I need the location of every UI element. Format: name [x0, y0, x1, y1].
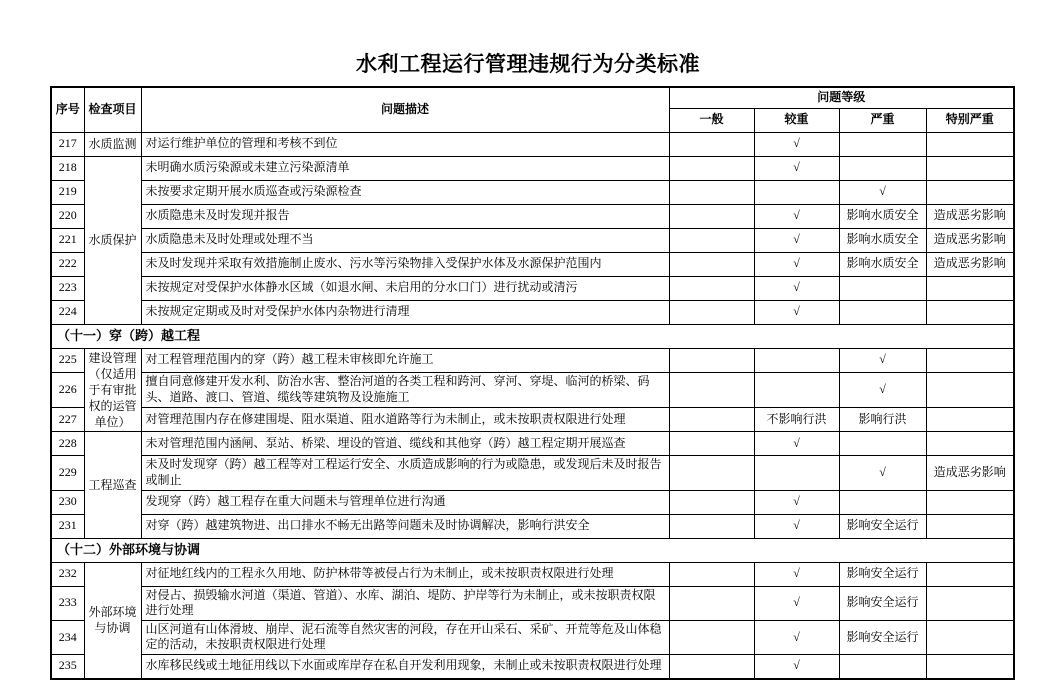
header-grade-moderate: 较重	[754, 108, 839, 132]
grade-cell-moderate	[754, 348, 839, 373]
inspection-item: 工程巡查	[84, 432, 141, 538]
inspection-item: 水质监测	[84, 132, 141, 156]
grade-cell-general	[669, 562, 754, 586]
grade-cell-extreme	[926, 562, 1014, 586]
grade-cell-serious: √	[839, 456, 926, 490]
problem-description: 水库移民线或土地征用线以下水面或库岸存在私自开发利用现象，未制止或未按职责权限进行处理	[141, 655, 669, 679]
serial-number: 221	[51, 228, 84, 252]
grade-cell-moderate: √	[754, 252, 839, 276]
grade-cell-extreme	[926, 655, 1014, 679]
grade-cell-extreme	[926, 586, 1014, 620]
grade-cell-extreme	[926, 620, 1014, 654]
grade-cell-moderate: √	[754, 132, 839, 156]
serial-number: 230	[51, 490, 84, 514]
grade-cell-general	[669, 252, 754, 276]
grade-cell-moderate: √	[754, 490, 839, 514]
problem-description: 对征地红线内的工程永久用地、防护林带等被侵占行为未制止，或未按职责权限进行处理	[141, 562, 669, 586]
problem-description: 未明确水质污染源或未建立污染源清单	[141, 156, 669, 180]
header-grade-group: 问题等级	[669, 87, 1014, 108]
grade-cell-general	[669, 373, 754, 408]
table-row	[51, 432, 1014, 456]
table-row	[51, 300, 1014, 324]
problem-description: 未按规定定期或及时对受保护水体内杂物进行清理	[141, 300, 669, 324]
table-row	[51, 228, 1014, 252]
header-item: 检查项目	[84, 87, 141, 132]
table-row	[51, 156, 1014, 180]
grade-cell-extreme: 造成恶劣影响	[926, 228, 1014, 252]
grade-cell-general	[669, 180, 754, 204]
header-grade-serious: 严重	[839, 108, 926, 132]
grade-cell-extreme	[926, 180, 1014, 204]
grade-cell-extreme	[926, 276, 1014, 300]
grade-cell-general	[669, 156, 754, 180]
serial-number: 223	[51, 276, 84, 300]
grade-cell-extreme	[926, 407, 1014, 432]
table-row	[51, 586, 1014, 620]
grade-cell-general	[669, 300, 754, 324]
table-header	[51, 87, 1014, 132]
serial-number: 235	[51, 655, 84, 679]
problem-description: 对管理范围内存在修建围堤、阻水渠道、阻水道路等行为未制止，或未按职责权限进行处理	[141, 407, 669, 432]
table-row	[51, 562, 1014, 586]
serial-number: 225	[51, 348, 84, 373]
grade-cell-general	[669, 132, 754, 156]
serial-number: 224	[51, 300, 84, 324]
problem-description: 未按要求定期开展水质巡查或污染源检查	[141, 180, 669, 204]
grade-cell-general	[669, 514, 754, 538]
table-body	[51, 132, 1014, 679]
section-title: （十一）穿（跨）越工程	[51, 324, 1014, 348]
section-header-row	[51, 538, 1014, 562]
table-row	[51, 655, 1014, 679]
grade-cell-serious: 影响行洪	[839, 407, 926, 432]
grade-cell-extreme	[926, 348, 1014, 373]
grade-cell-general	[669, 490, 754, 514]
header-grade-general: 一般	[669, 108, 754, 132]
grade-cell-extreme	[926, 156, 1014, 180]
serial-number: 227	[51, 407, 84, 432]
grade-cell-moderate: √	[754, 586, 839, 620]
problem-description: 未及时发现并采取有效措施制止废水、污水等污染物排入受保护水体及水源保护范围内	[141, 252, 669, 276]
grade-cell-moderate: √	[754, 276, 839, 300]
grade-cell-extreme	[926, 432, 1014, 456]
grade-cell-general	[669, 204, 754, 228]
grade-cell-serious	[839, 432, 926, 456]
table-row	[51, 407, 1014, 432]
grade-cell-moderate	[754, 373, 839, 408]
table-row	[51, 132, 1014, 156]
problem-description: 对侵占、损毁输水河道（渠道、管道）、水库、湖泊、堤防、护岸等行为未制止，或未按职责权限进行处理	[141, 586, 669, 620]
grade-cell-moderate: √	[754, 655, 839, 679]
problem-description: 对运行维护单位的管理和考核不到位	[141, 132, 669, 156]
grade-cell-moderate: √	[754, 562, 839, 586]
grade-cell-moderate: √	[754, 228, 839, 252]
grade-cell-extreme	[926, 514, 1014, 538]
grade-cell-serious: 影响安全运行	[839, 586, 926, 620]
violation-table	[50, 86, 1015, 680]
serial-number: 218	[51, 156, 84, 180]
table-row	[51, 514, 1014, 538]
serial-number: 217	[51, 132, 84, 156]
inspection-item: 建设管理（仅适用于有审批权的运管单位）	[84, 348, 141, 432]
grade-cell-general	[669, 456, 754, 490]
inspection-item: 外部环境与协调	[84, 562, 141, 678]
table-row	[51, 373, 1014, 408]
grade-cell-extreme: 造成恶劣影响	[926, 204, 1014, 228]
grade-cell-general	[669, 407, 754, 432]
grade-cell-serious: √	[839, 348, 926, 373]
problem-description: 水质隐患未及时处理或处理不当	[141, 228, 669, 252]
problem-description: 未对管理范围内涵闸、泵站、桥梁、埋设的管道、缆线和其他穿（跨）越工程定期开展巡查	[141, 432, 669, 456]
table-row	[51, 276, 1014, 300]
grade-cell-general	[669, 228, 754, 252]
serial-number: 228	[51, 432, 84, 456]
grade-cell-serious	[839, 655, 926, 679]
grade-cell-moderate: √	[754, 514, 839, 538]
grade-cell-serious: 影响水质安全	[839, 228, 926, 252]
problem-description: 水质隐患未及时发现并报告	[141, 204, 669, 228]
serial-number: 222	[51, 252, 84, 276]
grade-cell-moderate: √	[754, 620, 839, 654]
table-row	[51, 252, 1014, 276]
grade-cell-serious	[839, 300, 926, 324]
grade-cell-moderate	[754, 180, 839, 204]
problem-description: 山区河道有山体滑坡、崩岸、泥石流等自然灾害的河段，存在开山采石、采矿、开荒等危及山体稳定的活动，未按职责权限进行处理	[141, 620, 669, 654]
serial-number: 232	[51, 562, 84, 586]
grade-cell-moderate	[754, 456, 839, 490]
problem-description: 对工程管理范围内的穿（跨）越工程未审核即允许施工	[141, 348, 669, 373]
page-title: 水利工程运行管理违规行为分类标准	[356, 53, 700, 76]
grade-cell-extreme: 造成恶劣影响	[926, 252, 1014, 276]
table-row	[51, 204, 1014, 228]
problem-description: 发现穿（跨）越工程存在重大问题未与管理单位进行沟通	[141, 490, 669, 514]
grade-cell-extreme	[926, 373, 1014, 408]
grade-cell-moderate: √	[754, 300, 839, 324]
grade-cell-general	[669, 620, 754, 654]
serial-number: 234	[51, 620, 84, 654]
grade-cell-moderate: √	[754, 432, 839, 456]
grade-cell-serious: 影响水质安全	[839, 204, 926, 228]
grade-cell-serious	[839, 132, 926, 156]
inspection-item: 水质保护	[84, 156, 141, 324]
grade-cell-serious	[839, 490, 926, 514]
grade-cell-extreme: 造成恶劣影响	[926, 456, 1014, 490]
header-desc: 问题描述	[141, 87, 669, 132]
header-serial: 序号	[51, 87, 84, 132]
problem-description: 对穿（跨）越建筑物进、出口排水不畅无出路等问题未及时协调解决，影响行洪安全	[141, 514, 669, 538]
grade-cell-moderate: 不影响行洪	[754, 407, 839, 432]
grade-cell-serious: 影响水质安全	[839, 252, 926, 276]
serial-number: 231	[51, 514, 84, 538]
grade-cell-serious: √	[839, 373, 926, 408]
grade-cell-general	[669, 432, 754, 456]
grade-cell-extreme	[926, 132, 1014, 156]
header-row-top	[51, 87, 1014, 108]
grade-cell-serious	[839, 156, 926, 180]
section-title: （十二）外部环境与协调	[51, 538, 1014, 562]
grade-cell-serious: 影响安全运行	[839, 620, 926, 654]
problem-description: 擅自同意修建开发水利、防治水害、整治河道的各类工程和跨河、穿河、穿堤、临河的桥梁、码头、道路、渡口、管道、缆线等建筑物及设施施工	[141, 373, 669, 408]
grade-cell-serious: 影响安全运行	[839, 562, 926, 586]
grade-cell-general	[669, 655, 754, 679]
serial-number: 233	[51, 586, 84, 620]
grade-cell-serious: 影响安全运行	[839, 514, 926, 538]
grade-cell-extreme	[926, 300, 1014, 324]
serial-number: 219	[51, 180, 84, 204]
grade-cell-general	[669, 586, 754, 620]
section-header-row	[51, 324, 1014, 348]
serial-number: 229	[51, 456, 84, 490]
table-row	[51, 456, 1014, 490]
table-row	[51, 348, 1014, 373]
table-row	[51, 620, 1014, 654]
grade-cell-moderate: √	[754, 156, 839, 180]
problem-description: 未按规定对受保护水体静水区域（如退水闸、未启用的分水口门）进行扰动或清污	[141, 276, 669, 300]
grade-cell-moderate: √	[754, 204, 839, 228]
grade-cell-general	[669, 348, 754, 373]
grade-cell-extreme	[926, 490, 1014, 514]
grade-cell-serious	[839, 276, 926, 300]
grade-cell-general	[669, 276, 754, 300]
serial-number: 220	[51, 204, 84, 228]
serial-number: 226	[51, 373, 84, 408]
table-row	[51, 180, 1014, 204]
table-row	[51, 490, 1014, 514]
problem-description: 未及时发现穿（跨）越工程等对工程运行安全、水质造成影响的行为或隐患，或发现后未及时报告或制止	[141, 456, 669, 490]
header-grade-extreme: 特别严重	[926, 108, 1014, 132]
grade-cell-serious: √	[839, 180, 926, 204]
